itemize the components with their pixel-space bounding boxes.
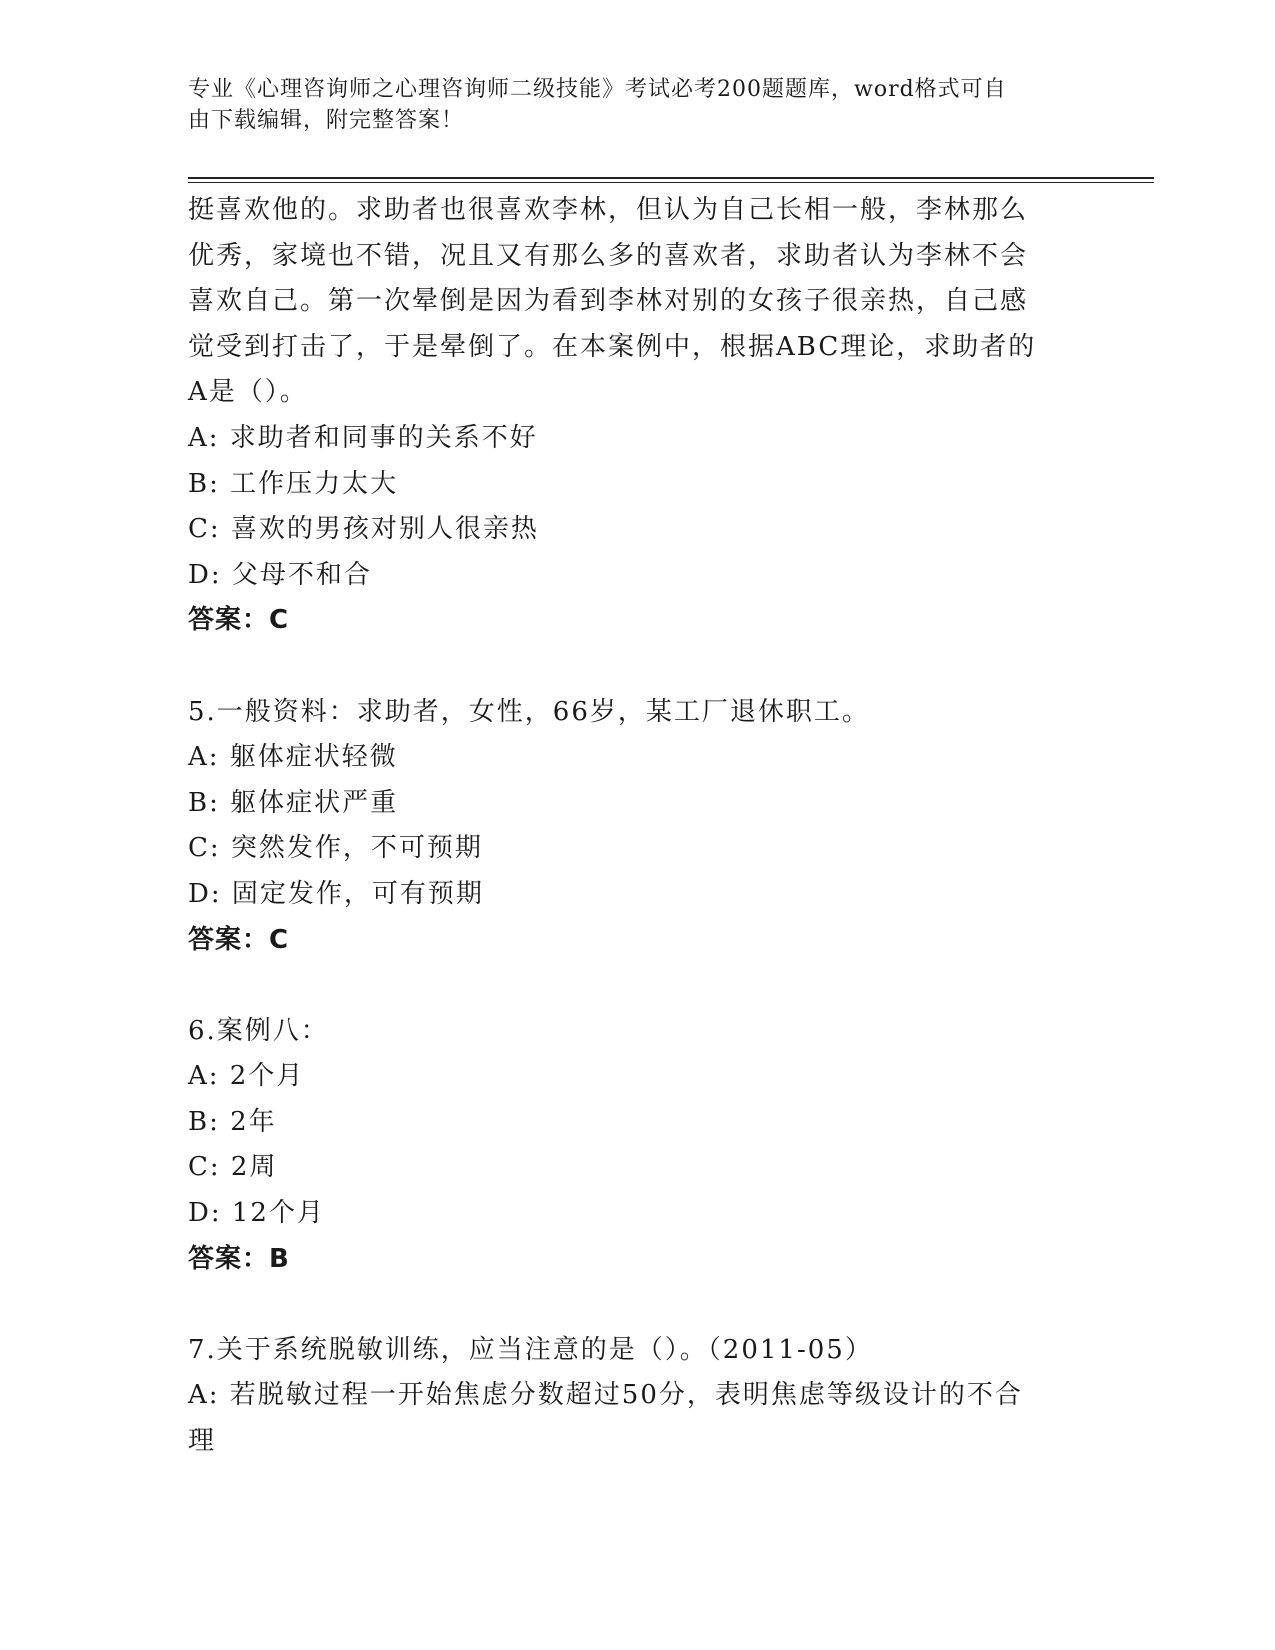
q7-option-a-line-1: A: 若脱敏过程一开始焦虑分数超过50分，表明焦虑等级设计的不合: [188, 1380, 1023, 1411]
case-text-line: 挺喜欢他的。求助者也很喜欢李林，但认为自己长相一般，李林那么: [188, 195, 1029, 225]
q6-option-b: B: 2年: [188, 1106, 277, 1137]
q5-option-b: B: 躯体症状严重: [188, 787, 399, 818]
q4-option-a: A: 求助者和同事的关系不好: [188, 422, 538, 453]
q7-option-a-line-2: 理: [188, 1426, 217, 1457]
q6-stem: 6.案例八：: [188, 1015, 329, 1046]
spacer: [188, 1282, 1068, 1328]
q4-option-c: C: 喜欢的男孩对别人很亲热: [188, 514, 539, 545]
header-divider-thick: [188, 177, 1154, 179]
q5-answer: 答案：C: [188, 924, 290, 955]
q4-option-b: B: 工作压力太大: [188, 468, 399, 499]
page-header: [188, 74, 1068, 136]
q4-answer: 答案：C: [188, 605, 290, 636]
document-body: [188, 188, 1068, 1465]
case-text-line: 优秀，家境也不错，况且又有那么多的喜欢者，求助者认为李林不会: [188, 240, 1029, 271]
q5-option-c: C: 突然发作，不可预期: [188, 833, 483, 864]
q6-option-c: C: 2周: [188, 1152, 278, 1183]
q6-answer: 答案：B: [188, 1243, 290, 1274]
case-text-line: 觉受到打击了，于是晕倒了。在本案例中，根据ABC理论，求助者的: [188, 331, 1037, 362]
header-divider-thin: [188, 182, 1154, 183]
case-text-line: 喜欢自己。第一次晕倒是因为看到李林对别的女孩子很亲热，自己感: [188, 286, 1029, 317]
header-line-1: 专业《心理咨询师之心理咨询师二级技能》考试必考200题题库，word格式可自: [188, 77, 1007, 102]
q6-option-d: D: 12个月: [188, 1198, 325, 1229]
q6-option-a: A: 2个月: [188, 1061, 305, 1092]
q4-option-d: D: 父母不和合: [188, 559, 372, 590]
q7-stem: 7.关于系统脱敏训练，应当注意的是（）。（2011-05）: [188, 1334, 873, 1365]
q5-stem: 5.一般资料：求助者，女性，66岁，某工厂退休职工。: [188, 696, 870, 727]
spacer: [188, 644, 1068, 690]
header-line-2: 由下载编辑，附完整答案！: [188, 108, 465, 133]
q5-option-d: D: 固定发作，可有预期: [188, 878, 484, 909]
case-text-line: A是（）。: [188, 377, 308, 408]
spacer: [188, 963, 1068, 1009]
q5-option-a: A: 躯体症状轻微: [188, 742, 398, 773]
